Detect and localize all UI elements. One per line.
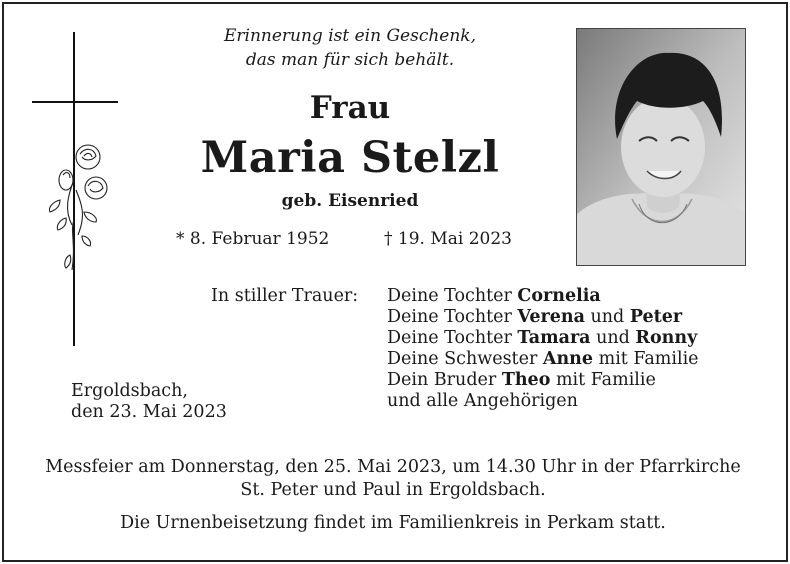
death-date: † 19. Mai 2023 (384, 229, 512, 249)
mourner-list (387, 286, 699, 412)
motto-line-2: das man für sich behält. (245, 50, 455, 70)
mourner-row: Deine Tochter Tamara und Ronny (387, 328, 698, 348)
mass-info-line-1: Messfeier am Donnerstag, den 25. Mai 2023, um 14.30 Uhr in der Pfarrkirche (45, 457, 741, 477)
birth-name: geb. Eisenried (281, 191, 419, 211)
mourner-row: Deine Tochter Cornelia (387, 286, 601, 306)
mourner-row: Dein Bruder Theo mit Familie (387, 370, 656, 390)
mourners-label: In stiller Trauer: (211, 286, 359, 306)
place-city: Ergoldsbach, (71, 381, 188, 401)
mourner-row: Deine Schwester Anne mit Familie (387, 349, 699, 369)
birth-date: * 8. Februar 1952 (176, 229, 330, 249)
deceased-name: Maria Stelzl (200, 133, 500, 183)
mourner-row: und alle Angehörigen (387, 391, 578, 411)
mass-info-line-2: St. Peter und Paul in Ergoldsbach. (240, 480, 546, 500)
motto-line-1: Erinnerung ist ein Geschenk, (223, 26, 477, 46)
portrait-photo (576, 28, 746, 266)
cross-with-rose-icon (30, 30, 120, 350)
mourner-row: Deine Tochter Verena und Peter (387, 307, 683, 327)
place-date: den 23. Mai 2023 (71, 402, 227, 422)
urn-burial-info: Die Urnenbeisetzung findet im Familienkreis in Perkam statt. (120, 513, 666, 533)
salutation: Frau (309, 90, 391, 126)
